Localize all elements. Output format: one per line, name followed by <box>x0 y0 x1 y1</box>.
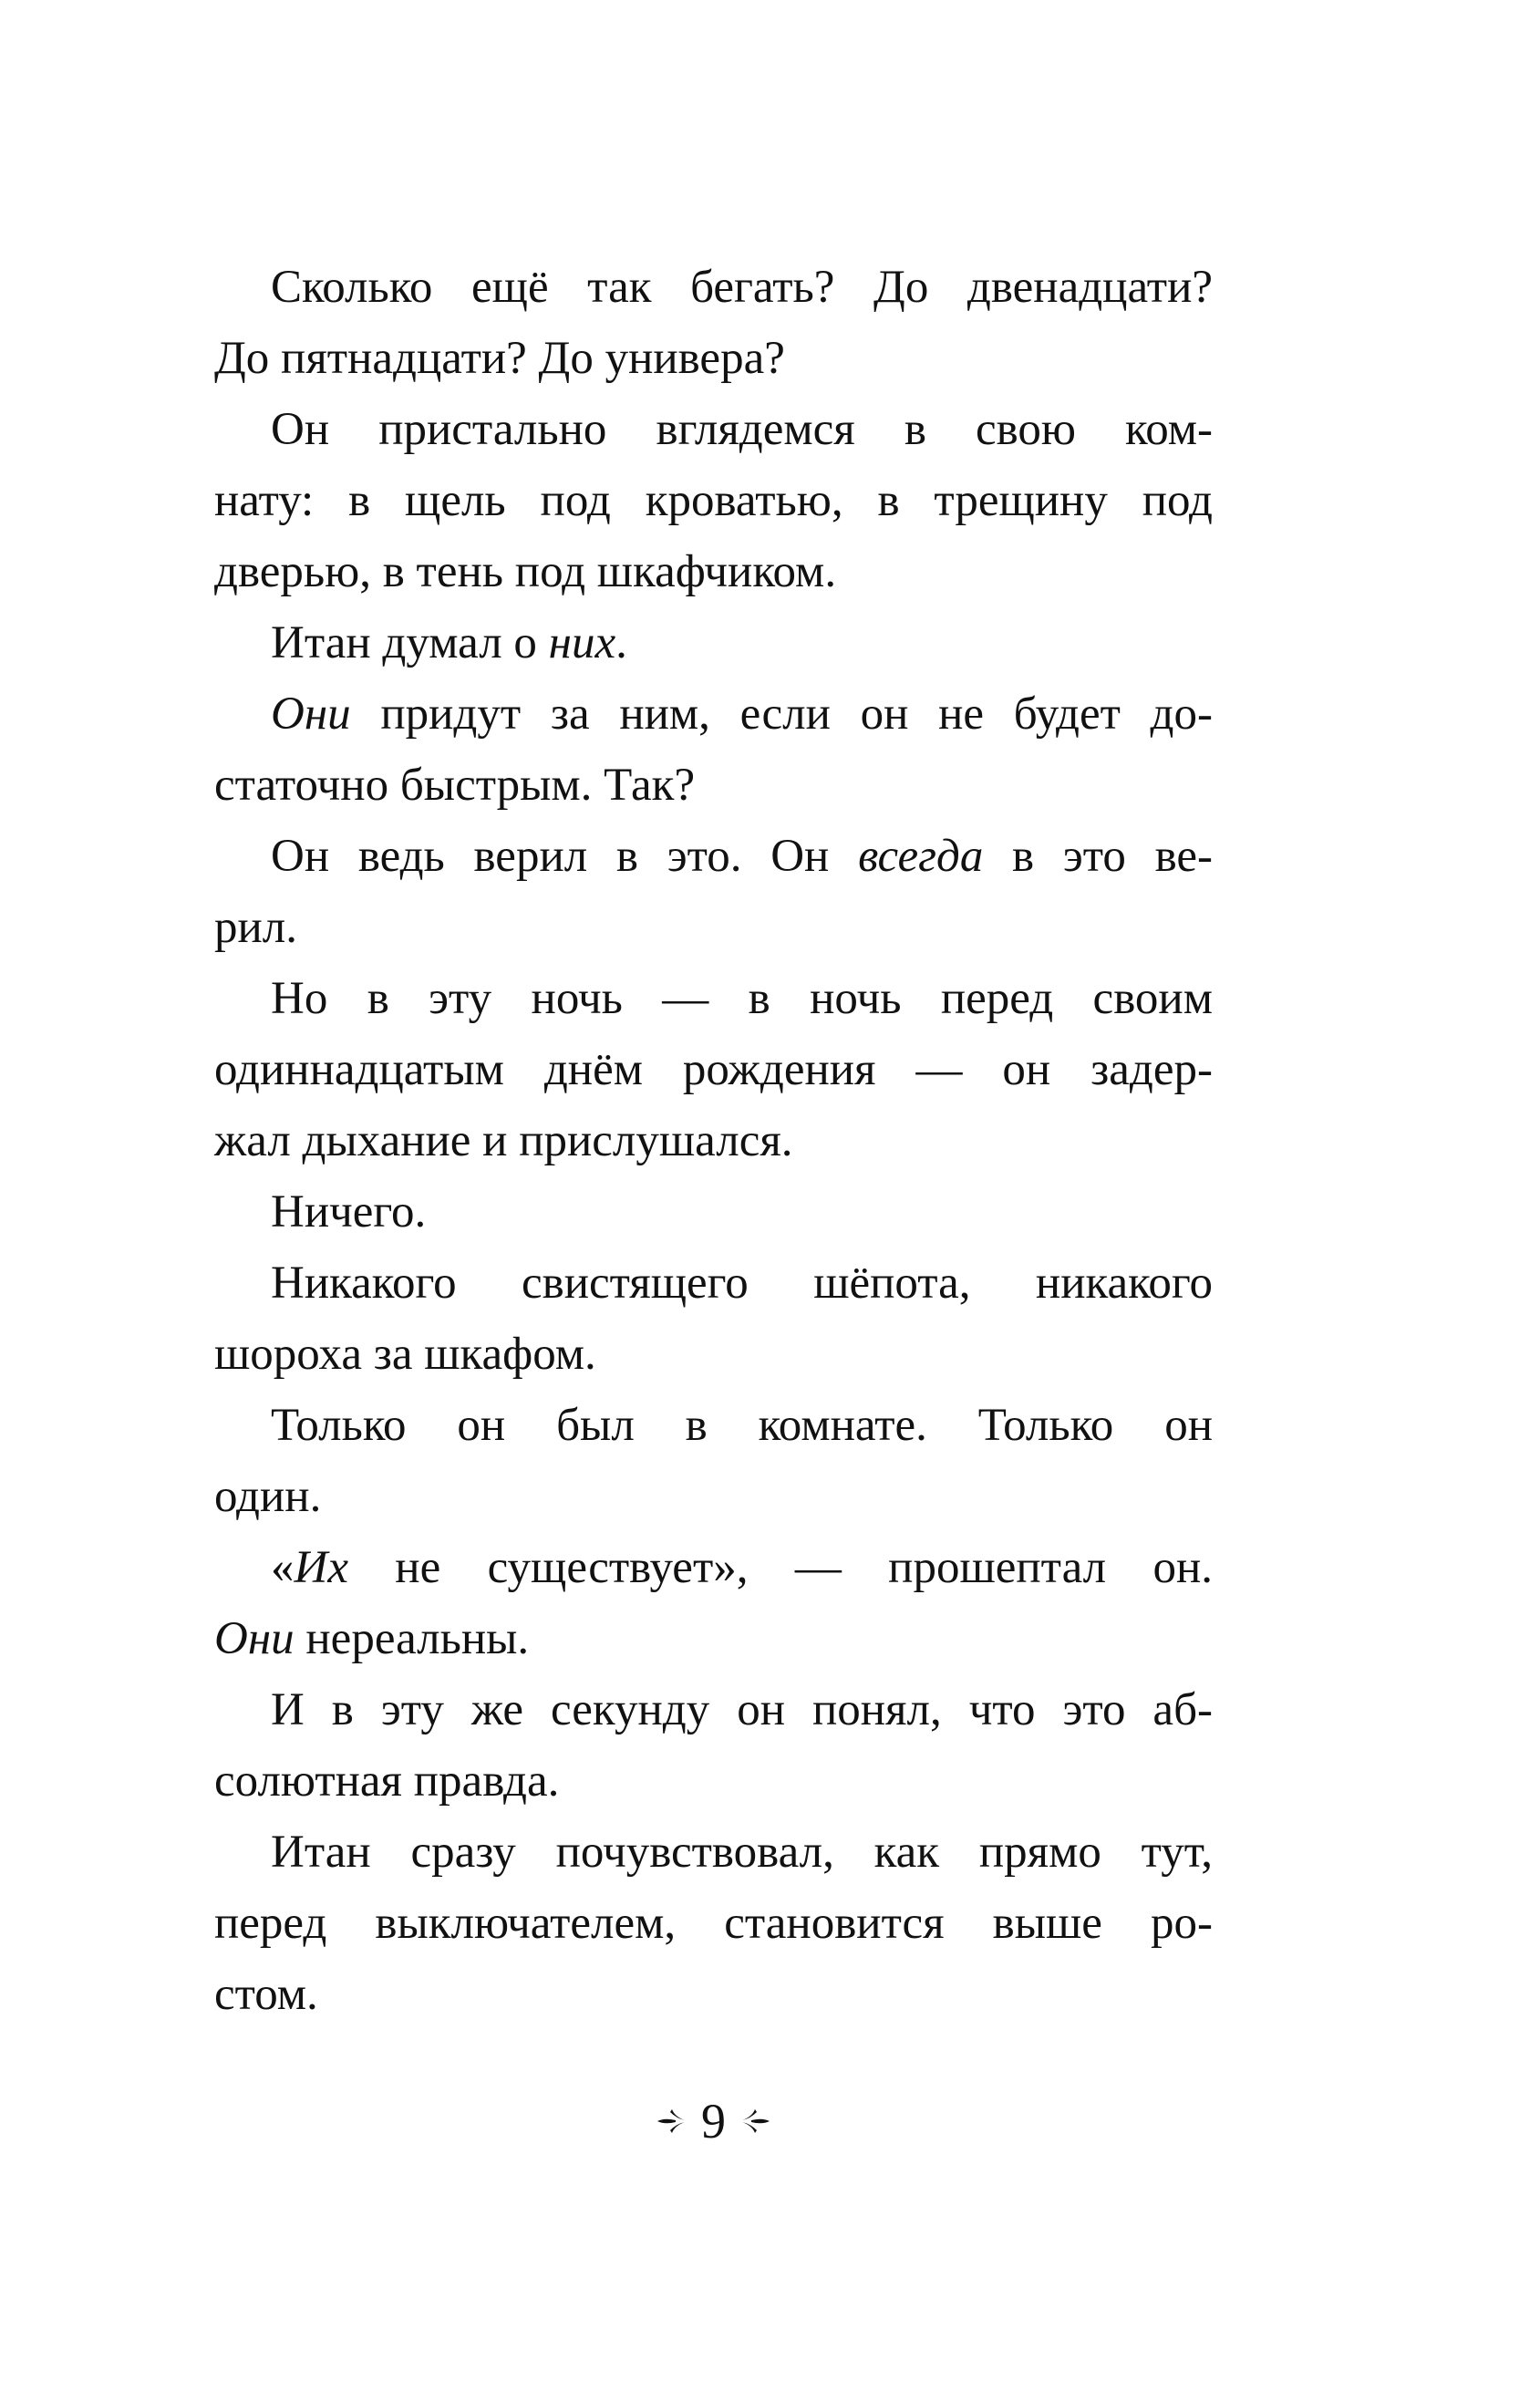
text-line <box>214 252 1213 323</box>
italic-emphasis: Их <box>294 1542 348 1593</box>
text-line <box>214 465 1213 536</box>
text-line <box>214 892 1213 963</box>
text-line <box>214 678 1213 750</box>
text-segment: нереальны. <box>294 1613 530 1664</box>
text-line <box>214 536 1213 607</box>
page-number: 9 <box>701 2094 726 2149</box>
italic-emphasis: всегда <box>858 831 984 882</box>
text-line <box>214 1603 1213 1674</box>
text-line <box>214 1319 1213 1390</box>
text-line <box>214 1674 1213 1745</box>
text-segment: Но в эту ночь — в ночь перед своим <box>271 973 1213 1024</box>
text-line <box>214 750 1213 821</box>
italic-emphasis: Они <box>271 689 351 740</box>
italic-emphasis: них <box>548 617 616 668</box>
text-segment: Сколько ещё так бегать? До двенадцати? <box>271 262 1213 313</box>
text-line <box>214 1532 1213 1603</box>
text-segment: жал дыхание и прислушался. <box>214 1115 793 1166</box>
text-segment: шороха за шкафом. <box>214 1329 596 1380</box>
text-segment: в это ве- <box>983 831 1213 882</box>
fleuron-right-icon <box>739 2107 770 2135</box>
text-line <box>214 1888 1213 1959</box>
text-line <box>214 1745 1213 1817</box>
text-line <box>214 1817 1213 1888</box>
body-text <box>214 252 1213 2030</box>
text-segment: До пятнадцати? До универа? <box>214 333 785 384</box>
text-segment: Он пристально вглядемся в свою ком- <box>271 404 1213 455</box>
text-segment: Ничего. <box>271 1186 427 1237</box>
italic-emphasis: Они <box>214 1613 295 1664</box>
text-line <box>214 1959 1213 2030</box>
text-segment: не существует», — прошептал он. <box>347 1542 1213 1593</box>
text-segment: . <box>615 617 627 668</box>
text-segment: Он ведь верил в это. Он <box>271 831 859 882</box>
text-segment: Никакого свистящего шёпота, никакого <box>271 1258 1213 1309</box>
text-line <box>214 323 1213 394</box>
text-segment: одиннадцатым днём рождения — он задер- <box>214 1044 1213 1095</box>
text-segment: Итан сразу почувствовал, как прямо тут, <box>271 1827 1213 1878</box>
text-segment: дверью, в тень под шкафчиком. <box>214 546 837 597</box>
text-segment: стом. <box>214 1969 318 2020</box>
text-segment: перед выключателем, становится выше ро- <box>214 1898 1213 1949</box>
text-segment: солютная правда. <box>214 1755 560 1807</box>
text-line <box>214 1034 1213 1105</box>
text-line <box>214 1390 1213 1461</box>
text-line <box>214 1105 1213 1176</box>
text-line <box>214 1461 1213 1532</box>
text-segment: « <box>271 1542 295 1593</box>
text-segment: статочно быстрым. Так? <box>214 760 696 811</box>
fleuron-left-icon <box>657 2107 688 2135</box>
text-line <box>214 821 1213 892</box>
text-segment: И в эту же секунду он понял, что это аб- <box>271 1684 1213 1735</box>
text-segment: Только он был в комнате. Только он <box>271 1400 1213 1451</box>
text-segment: рил. <box>214 902 297 953</box>
text-segment: Итан думал о <box>271 617 549 668</box>
text-line <box>214 1248 1213 1319</box>
text-line <box>214 1176 1213 1248</box>
text-segment: нату: в щель под кроватью, в трещину под <box>214 475 1213 526</box>
text-line <box>214 394 1213 465</box>
text-segment: один. <box>214 1471 322 1522</box>
text-segment: придут за ним, если он не будет до- <box>350 689 1213 740</box>
text-line <box>214 963 1213 1034</box>
page-number-footer <box>0 2094 1427 2149</box>
text-line <box>214 607 1213 678</box>
